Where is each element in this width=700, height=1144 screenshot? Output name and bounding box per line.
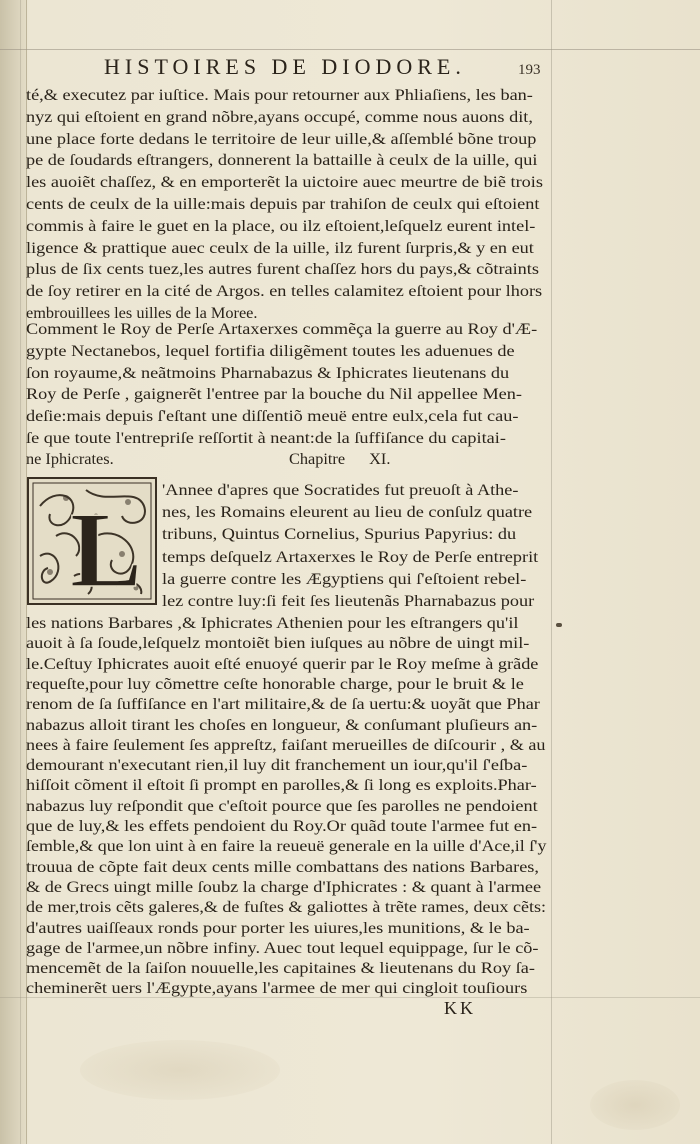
chapter-label: Chapitre <box>289 449 346 468</box>
text-line: ſemble,& que lon uint à en faire la reueuë generale en la uille d'Ace,il ſ'y <box>26 836 547 856</box>
decorated-initial-letter-icon <box>26 476 158 606</box>
text-line: gage de l'armee,un nõbre infiny. Auec tout lequel equippage, ſur le cõ- <box>26 937 539 957</box>
text-line: ſe que toute l'entrepriſe reſſortit à neant:de la ſuffiſance du capitai- <box>26 428 506 447</box>
text-line: la guerre contre les Ægyptiens qui ſ'eſtoient rebel- <box>162 568 527 588</box>
text-line: nees à faire ſeulement ſes appreſtz, faiſant merueilles de diſcourir , & au <box>26 734 546 754</box>
text-line: d'autres uaiſſeaux ronds pour porter les uiures,les munitions, & le ba- <box>26 917 530 937</box>
paper-stain <box>590 1080 680 1130</box>
text-line: demourant n'executant rien,il luy dit franchement un iour,qu'il ſ'eſba- <box>26 755 528 775</box>
text-line: une place forte dedans le territoire de leur uille,& aſſemblé bõne troup <box>26 128 537 148</box>
chapter-summary-last-line <box>26 448 114 470</box>
chapter-heading <box>289 448 390 470</box>
text-line: hiſſoit cõment il eſtoit ſi prompt en parolles,& ſi long es exploits.Phar- <box>26 775 537 795</box>
text-line: de mer,trois cẽts galeres,& de fuſtes & galiottes à trẽte rames, deux cẽts: <box>26 897 546 917</box>
text-line: les nations Barbares ,& Iphicrates Athenien pour les eſtrangers qu'il <box>26 613 519 632</box>
scan-guide-line-top <box>0 49 700 50</box>
decorated-initial <box>26 476 158 606</box>
text-line: nes, les Romains eleurent au lieu de conſulz quatre <box>162 502 533 522</box>
text-line: auoit à ſa ſoude,leſquelz montoiẽt bien iuſques au nõbre de uingt mil- <box>26 633 530 653</box>
binding-gutter <box>0 0 27 1144</box>
text-line: tribuns, Quintus Cornelius, Spurius Papyrius: du <box>162 524 517 544</box>
text-line: les auoiẽt chaſſez, & en emporterẽt la uictoire auec meurtre de biẽ trois <box>26 172 543 192</box>
text-line: Roy de Perſe , gaignerẽt l'entree par la bouche du Nil appellee Men- <box>26 384 522 404</box>
running-title: HISTOIRES DE DIODORE. <box>104 54 466 79</box>
text-line: temps deſquelz Artaxerxes le Roy de Perſe entreprit <box>162 546 539 566</box>
chapter-number: XI. <box>369 449 391 468</box>
text-line: lez contre luy:ſi feit ſes lieutenãs Pharnabazus pour <box>162 591 535 610</box>
text-line: nyz qui eſtoient en grand nõbre,ayans occupé, comme nous auons dit, <box>26 106 533 126</box>
text-line: que de luy,& les effets pendoient du Roy.Or quãd toute l'armee fut en- <box>26 816 538 835</box>
paper-stain <box>80 1040 280 1100</box>
text-line: deſie:mais depuis ſ'eſtant une diſſentiõ meuë entre eulx,cela fut cau- <box>26 406 519 426</box>
text-line: nabazus luy reſpondit que c'eſtoit pource que ſes parolles ne pendoient <box>26 795 538 815</box>
text-line: & de Grecs uingt mille ſoubz la charge d'Iphicrates : & quant à l'armee <box>26 876 542 896</box>
text-line: té,& executez par iuſtice. Mais pour retourner aux Phliaſiens, les ban- <box>26 85 533 104</box>
text-line: plus de ſix cents tuez,les autres furent chaſſez hors du pays,& cõtraints <box>26 259 539 279</box>
text-line: de ſoy retirer en la cité de Argos. en telles calamitez eſtoient pour lhors <box>26 281 543 301</box>
text-line: 'Annee d'apres que Socratides fut preuoſt à Athe- <box>162 480 519 499</box>
text-line: cheminerẽt uers l'Ægypte,ayans l'armee de mer qui cingloit touſiours <box>26 978 528 998</box>
text-line: pe de ſoudards eſtrangers, donnerent la battaille à ceulx de la uille, qui <box>26 150 538 170</box>
text-line: requeſte,pour luy cõmettre ceſte honorable charge, pour le bruit & le <box>26 673 524 693</box>
ink-mark <box>556 623 562 627</box>
text-line: ligence & prattique auec ceulx de la uille, ilz furent ſurpris,& y en eut <box>26 237 534 257</box>
text-line: ſon royaume,& neãtmoins Pharnabazus & Iphicrates lieutenans du <box>26 362 510 382</box>
catchword-signature: KK <box>444 998 476 1018</box>
scan-guide-line-left <box>20 0 21 1144</box>
chapter-summary-end: ne Iphicrates. <box>26 449 114 468</box>
text-line: gypte Nectanebos, lequel fortifia diligẽment toutes les aduenues de <box>26 340 515 360</box>
text-line: mencemẽt de la ſaiſon nouuelle,les capitaines & lieutenans du Roy ſa- <box>26 958 535 978</box>
text-line: commis à faire le guet en la place, ou ilz eſtoient,leſquelz eurent intel- <box>26 215 536 235</box>
text-line: cents de ceulx de la uille:mais depuis par trahiſon de ceulx qui eſtoient <box>26 194 540 213</box>
text-line: embrouillees les uilles de la Moree. <box>26 303 258 322</box>
text-line: nabazus alloit tirant les choſes en longueur, & conſumant pluſieurs an- <box>26 714 538 734</box>
scan-guide-line-right <box>551 0 552 1144</box>
page-header <box>0 52 700 82</box>
text-line: le.Ceſtuy Iphicrates auoit eſté enuoyé querir par le Roy meſme à grãde <box>26 653 539 673</box>
text-line: trouua de cõpte fait deux cents mille combattans des nations Barbares, <box>26 856 539 876</box>
text-line: Comment le Roy de Perſe Artaxerxes commẽça la guerre au Roy d'Æ- <box>26 319 538 338</box>
text-line: renom de ſa ſuffiſance en l'art militaire,& de ſa uertu:& uoyãt que Phar <box>26 694 540 714</box>
svg-text:L: L <box>70 491 143 606</box>
page-number: 193 <box>518 62 541 78</box>
